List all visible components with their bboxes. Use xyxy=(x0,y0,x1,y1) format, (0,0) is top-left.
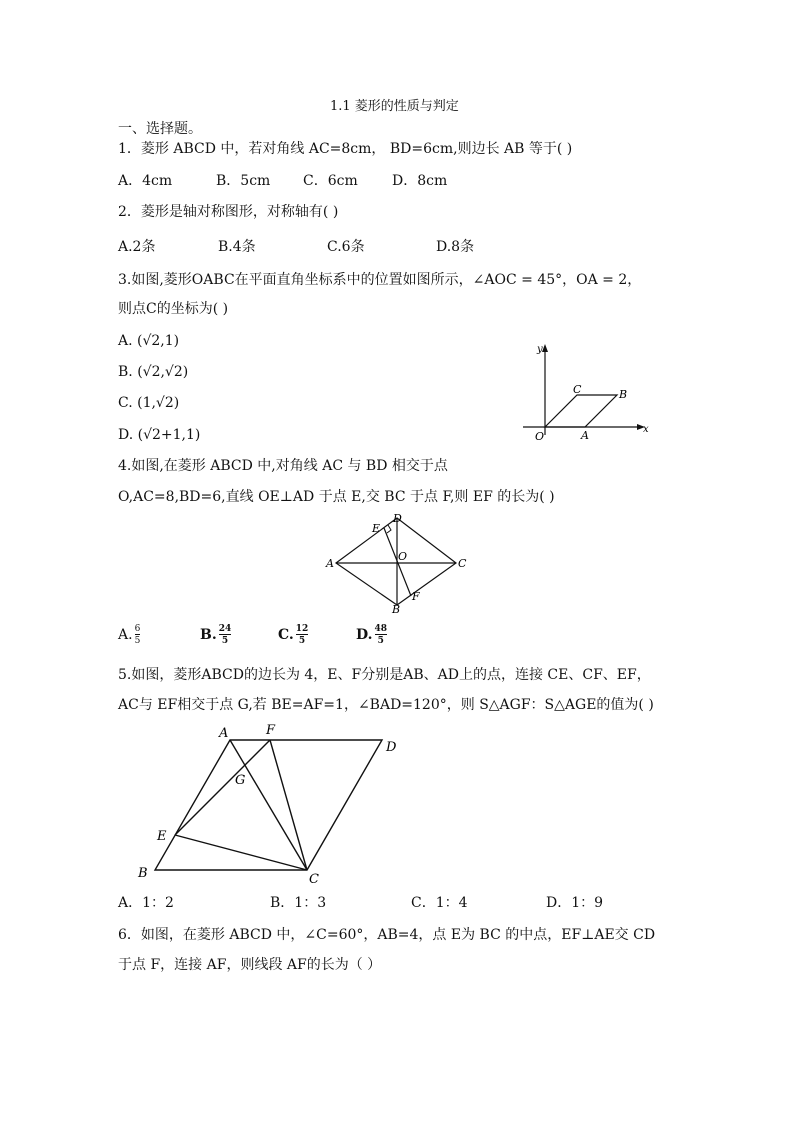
q5-option-a[interactable]: A．1：2 xyxy=(118,895,174,911)
q4-option-d[interactable] xyxy=(356,624,387,646)
q4-rhombus-abcd xyxy=(336,518,456,605)
q4-option-c-fraction xyxy=(296,624,309,646)
q4-option-c-num: 12 xyxy=(295,624,309,634)
q3-label-o: O xyxy=(535,430,545,443)
q2-option-b[interactable]: B.4条 xyxy=(218,239,256,255)
q3-label-x: x xyxy=(643,424,649,435)
q4-option-b-fraction xyxy=(219,624,232,646)
q4-option-d-letter: D. xyxy=(356,627,373,643)
q4-option-b-den: 5 xyxy=(219,634,232,646)
q4-option-a-num: 6 xyxy=(134,624,141,634)
q5-rhombus-figure xyxy=(135,720,405,890)
q4-label-o: O xyxy=(398,550,408,563)
q5-line-cf xyxy=(270,740,307,870)
q4-option-b-letter: B. xyxy=(200,627,217,643)
q2-option-c[interactable]: C.6条 xyxy=(327,239,365,255)
q3-option-d[interactable]: D. (√2+1,1) xyxy=(118,427,201,443)
q5-line-ce xyxy=(175,835,307,870)
q4-option-c-den: 5 xyxy=(296,634,309,646)
q4-option-c[interactable] xyxy=(278,624,308,646)
q5-option-b[interactable]: B．1：3 xyxy=(270,895,327,911)
q3-label-c: C xyxy=(573,383,582,396)
q1-option-d[interactable]: D．8cm xyxy=(392,173,448,189)
q1-option-a[interactable]: A．4cm xyxy=(118,173,173,189)
q4-label-a: A xyxy=(326,557,334,570)
q3-option-b[interactable]: B. (√2,√2) xyxy=(118,364,189,380)
q5-label-c: C xyxy=(309,872,319,887)
q4-option-a-letter: A. xyxy=(118,627,133,643)
q2-option-a[interactable]: A.2条 xyxy=(118,239,156,255)
q3-option-a[interactable]: A. (√2,1) xyxy=(118,333,180,349)
question-1-text: 1．菱形 ABCD 中，若对角线 AC=8cm， BD=6cm,则边长 AB 等于( ) xyxy=(118,141,573,157)
q4-option-a-fraction xyxy=(135,624,141,646)
q4-option-b[interactable] xyxy=(200,624,231,646)
question-4-line-1: 4.如图,在菱形 ABCD 中,对角线 AC 与 BD 相交于点 xyxy=(118,458,448,474)
q5-label-d: D xyxy=(386,740,397,755)
q4-option-d-num: 48 xyxy=(374,624,388,634)
q3-coordinate-figure xyxy=(515,340,655,445)
q4-rhombus-figure xyxy=(322,510,472,615)
q5-option-c[interactable]: C．1：4 xyxy=(411,895,468,911)
q1-option-c[interactable]: C．6cm xyxy=(303,173,358,189)
q4-label-c: C xyxy=(458,557,467,570)
q4-option-a-den: 5 xyxy=(134,636,141,646)
q4-right-angle-mark xyxy=(387,525,391,533)
q4-label-f: F xyxy=(412,590,420,603)
q3-rhombus-oabc xyxy=(545,395,617,427)
q4-option-a[interactable] xyxy=(118,624,140,646)
q5-line-ac xyxy=(230,740,307,870)
q1-option-b[interactable]: B．5cm xyxy=(216,173,271,189)
question-6-line-2: 于点 F，连接 AF，则线段 AF的长为（ ） xyxy=(118,957,382,973)
q4-option-c-letter: C. xyxy=(278,627,294,643)
q5-label-a: A xyxy=(219,726,229,741)
q4-option-b-num: 24 xyxy=(218,624,232,634)
q3-option-c[interactable]: C. (1,√2) xyxy=(118,395,180,411)
question-5-line-2: AC与 EF相交于点 G,若 BE=AF=1，∠BAD=120°，则 S△AGF：S△AGE的值为( ) xyxy=(118,697,654,713)
page-title: 1.1 菱形的性质与判定 xyxy=(330,99,459,114)
section-heading: 一、选择题。 xyxy=(118,121,202,137)
q5-label-g: G xyxy=(235,773,246,788)
q3-label-a: A xyxy=(581,429,589,442)
question-6-line-1: 6．如图，在菱形 ABCD 中，∠C=60°，AB=4，点 E为 BC 的中点，EF⊥AE交 CD xyxy=(118,927,656,943)
q3-label-y: y xyxy=(537,344,543,355)
q4-option-d-den: 5 xyxy=(375,634,388,646)
q3-label-b: B xyxy=(619,388,628,401)
q4-label-d: D xyxy=(393,512,402,525)
question-5-line-1: 5.如图，菱形ABCD的边长为 4，E、F分别是AB、AD上的点，连接 CE、CF、EF， xyxy=(118,667,651,683)
question-3-line-1: 3.如图,菱形OABC在平面直角坐标系中的位置如图所示，∠AOC = 45°，OA = 2， xyxy=(118,272,642,288)
q5-option-d[interactable]: D．1：9 xyxy=(546,895,604,911)
q5-label-b: B xyxy=(138,866,148,881)
q4-option-d-fraction xyxy=(375,624,388,646)
question-4-line-2: O,AC=8,BD=6,直线 OE⊥AD 于点 E,交 BC 于点 F,则 EF 的长为( ) xyxy=(118,489,555,505)
q4-label-b: B xyxy=(392,603,401,616)
question-3-line-2: 则点C的坐标为( ) xyxy=(118,301,229,317)
question-2-text: 2．菱形是轴对称图形，对称轴有( ) xyxy=(118,204,339,220)
q5-label-f: F xyxy=(266,723,276,738)
q4-label-e: E xyxy=(372,522,381,535)
q5-label-e: E xyxy=(157,829,167,844)
q2-option-d[interactable]: D.8条 xyxy=(436,239,475,255)
